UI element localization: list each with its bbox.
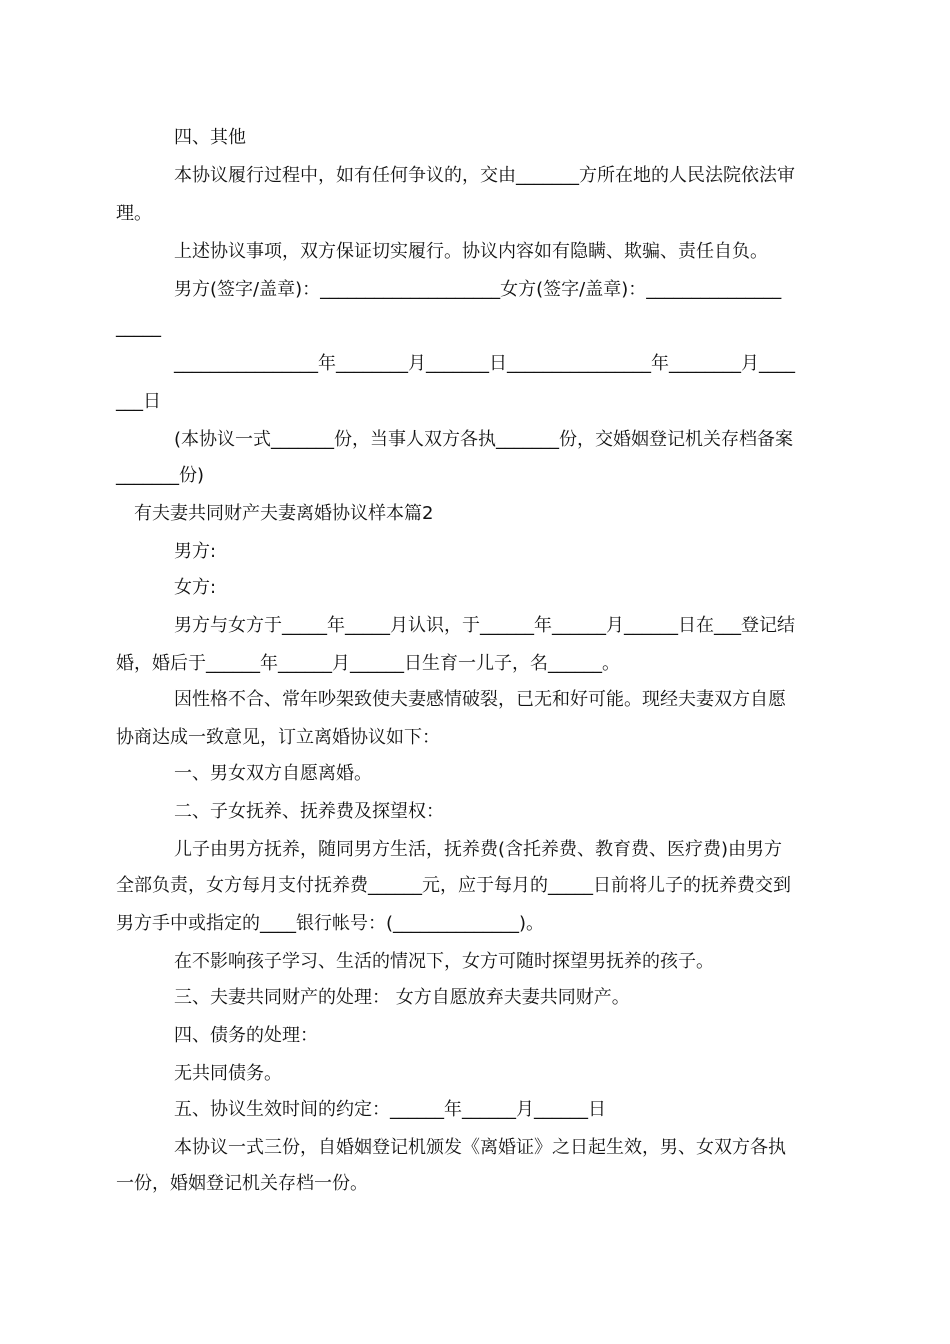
marriage-history-line-1: 男方与女方于_____年_____月认识，于______年______月______日在___登记结 <box>174 615 795 636</box>
custody-line-2: 全部负责，女方每月支付抚养费______元，应于每月的_____日前将儿子的抚养费交到 <box>116 875 791 896</box>
copies-clause-line-2: 一份，婚姻登记机关存档一份。 <box>116 1173 368 1194</box>
custody-line-1: 儿子由男方抚养，随同男方生活，抚养费(含托养费、教育费、医疗费)由男方 <box>174 839 783 860</box>
party-female-label: 女方: <box>174 577 217 598</box>
visitation-clause: 在不影响孩子学习、生活的情况下，女方可随时探望男抚养的孩子。 <box>174 951 714 972</box>
guarantee-clause: 上述协议事项，双方保证切实履行。协议内容如有隐瞒、欺骗、责任自负。 <box>174 241 768 262</box>
custody-line-3: 男方手中或指定的____银行帐号：(______________)。 <box>116 913 545 934</box>
copies-note-line-2: _______份) <box>116 465 205 486</box>
marriage-history-line-2: 婚，婚后于______年______月______日生育一儿子，名______。 <box>116 653 620 674</box>
sample-title: 有夫妻共同财产夫妻离婚协议样本篇2 <box>134 503 434 524</box>
reason-line-2: 协商达成一致意见，订立离婚协议如下： <box>116 727 440 748</box>
signature-line-1: 男方(签字/盖章)：____________________女方(签字/盖章)：_______________ <box>174 279 782 300</box>
clause-2-heading: 二、子女抚养、抚养费及探望权： <box>174 801 444 822</box>
date-line-1: ________________年________月_______日________________年________月____ <box>174 353 795 374</box>
clause-3-property: 三、夫妻共同财产的处理： 女方自愿放弃夫妻共同财产。 <box>174 987 630 1008</box>
copies-note-line-1: (本协议一式_______份，当事人双方各执_______份，交婚姻登记机关存档备案 <box>174 429 794 450</box>
clause-4-heading: 四、债务的处理： <box>174 1025 318 1046</box>
clause-5-effective-date: 五、协议生效时间的约定：______年______月______日 <box>174 1099 606 1120</box>
section-heading-other: 四、其他 <box>174 127 246 148</box>
party-male-label: 男方: <box>174 541 217 562</box>
copies-clause-line-1: 本协议一式三份，自婚姻登记机颁发《离婚证》之日起生效，男、女双方各执 <box>174 1137 786 1158</box>
dispute-clause-line-2: 理。 <box>116 203 152 224</box>
signature-line-2: _____ <box>116 317 161 338</box>
clause-1-divorce: 一、男女双方自愿离婚。 <box>174 763 372 784</box>
reason-line-1: 因性格不合、常年吵架致使夫妻感情破裂，已无和好可能。现经夫妻双方自愿 <box>174 689 786 710</box>
date-line-2: ___日 <box>116 391 161 412</box>
dispute-clause-line-1: 本协议履行过程中，如有任何争议的，交由_______方所在地的人民法院依法审 <box>174 165 795 186</box>
no-debt-line: 无共同债务。 <box>174 1063 282 1084</box>
